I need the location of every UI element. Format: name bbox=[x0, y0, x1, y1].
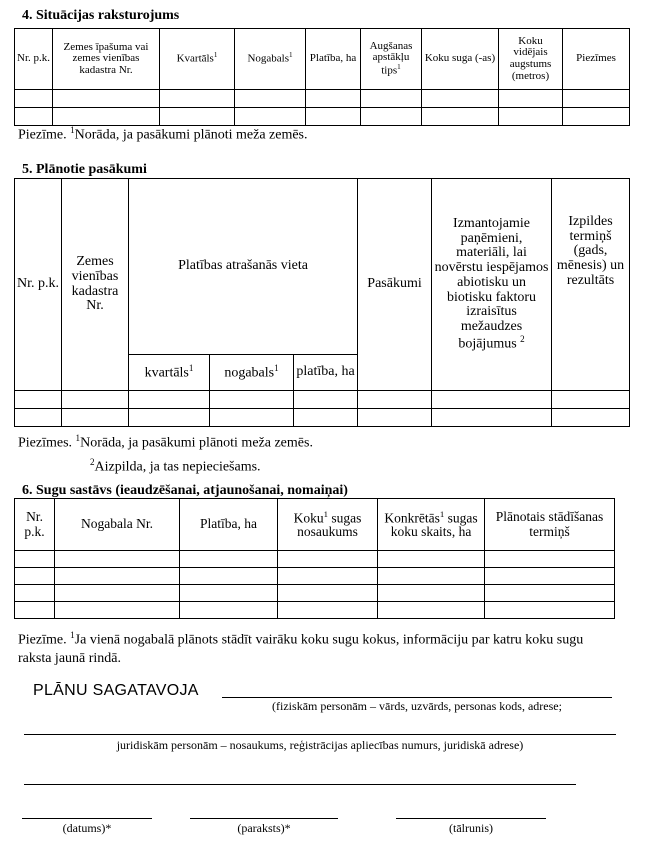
section5-title: 5. Plānotie pasākumi bbox=[22, 162, 147, 177]
col-platiba: Platība, ha bbox=[306, 29, 361, 90]
col-kadastrs: Zemes vienības kadastra Nr. bbox=[62, 179, 129, 391]
situation-table bbox=[14, 28, 630, 126]
col-piezimes: Piezīmes bbox=[563, 29, 630, 90]
table-row[interactable] bbox=[15, 551, 615, 568]
col-nr: Nr. p.k. bbox=[15, 29, 53, 90]
col-nogabals: Nogabals$^1$ bbox=[235, 29, 306, 90]
prepared-by-label: PLĀNU SAGATAVOJA bbox=[33, 682, 199, 699]
legal-person-caption: juridiskām personām – nosaukums, reģistrācijas apliecības numurs, juridiskā adrese) bbox=[116, 738, 524, 752]
col-koku-suga: Koku suga (-as) bbox=[422, 29, 499, 90]
section6-title: 6. Sugu sastāvs (ieaudzēšanai, atjaunošanai, nomaiņai) bbox=[22, 483, 348, 498]
phone-line[interactable] bbox=[396, 818, 546, 819]
col-nr: Nr. p.k. bbox=[15, 179, 62, 391]
section4-note: Piezīme. $^1$Norāda, ja pasākumi plānoti meža zemēs. bbox=[18, 125, 308, 143]
col-augstums: Koku vidējais augstums (metros) bbox=[499, 29, 563, 90]
col-kvartals: Kvartāls$^1$ bbox=[160, 29, 235, 90]
col-koku-skaits: Konkrētās$^1$ sugas koku skaits, ha bbox=[378, 499, 485, 551]
col-izpildes-termins: Izpildes termiņš (gads, mēnesis) un rezultāts bbox=[552, 179, 630, 391]
additional-line[interactable] bbox=[24, 784, 576, 785]
section5-note: Piezīmes. $^1$Norāda, ja pasākumi plānoti meža zemēs. $^2$Aizpilda, ja tas nepieciešams. bbox=[18, 433, 313, 475]
col-platiba: Platība, ha bbox=[180, 499, 278, 551]
date-line[interactable] bbox=[22, 818, 152, 819]
signature-line[interactable] bbox=[190, 818, 338, 819]
col-augsanas-tips: Augšanas apstākļu tips$^1$ bbox=[361, 29, 422, 90]
phone-caption: (tālrunis) bbox=[449, 821, 493, 835]
table-row[interactable] bbox=[15, 409, 630, 427]
col-pasakumi: Pasākumi bbox=[358, 179, 432, 391]
species-table bbox=[14, 498, 615, 619]
table-row[interactable] bbox=[15, 568, 615, 585]
col-nogabala-nr: Nogabala Nr. bbox=[55, 499, 180, 551]
planned-measures-table bbox=[14, 178, 630, 427]
legal-person-line[interactable] bbox=[24, 734, 616, 735]
date-caption: (datums)* bbox=[62, 821, 112, 835]
col-kvartals: kvartāls$^1$ bbox=[129, 355, 210, 391]
table-row[interactable] bbox=[15, 90, 630, 108]
col-stadisanas-termins: Plānotais stādīšanas termiņš bbox=[485, 499, 615, 551]
prepared-by-line[interactable] bbox=[222, 697, 612, 698]
physical-person-caption: (fiziskām personām – vārds, uzvārds, personas kods, adrese; bbox=[272, 699, 562, 713]
col-kadastrs: Zemes īpašuma vai zemes vienības kadastra Nr. bbox=[53, 29, 160, 90]
table-row[interactable] bbox=[15, 391, 630, 409]
table-row[interactable] bbox=[15, 108, 630, 126]
col-platiba: platība, ha bbox=[294, 355, 358, 391]
table-row[interactable] bbox=[15, 585, 615, 602]
section4-title: 4. Situācijas raksturojums bbox=[22, 8, 180, 23]
col-nogabals: nogabals$^1$ bbox=[210, 355, 294, 391]
section6-note: Piezīme. $^1$Ja vienā nogabalā plānots stādīt vairāku koku sugu kokus, informāciju par katru koku sugu raksta jaunā rindā. bbox=[18, 630, 584, 666]
table-row[interactable] bbox=[15, 602, 615, 619]
signature-caption: (paraksts)* bbox=[237, 821, 291, 835]
col-sugas-nosaukums: Koku$^1$ sugas nosaukums bbox=[278, 499, 378, 551]
col-panemieni: Izmantojamie paņēmieni, materiāli, lai novērstu iespējamos abiotisku un biotisku faktoru izraisītus mežaudzes bojājumus $^2$ bbox=[432, 179, 552, 391]
col-nr: Nr. p.k. bbox=[15, 499, 55, 551]
col-atrasanas-vieta: Platības atrašanās vieta bbox=[129, 179, 358, 355]
